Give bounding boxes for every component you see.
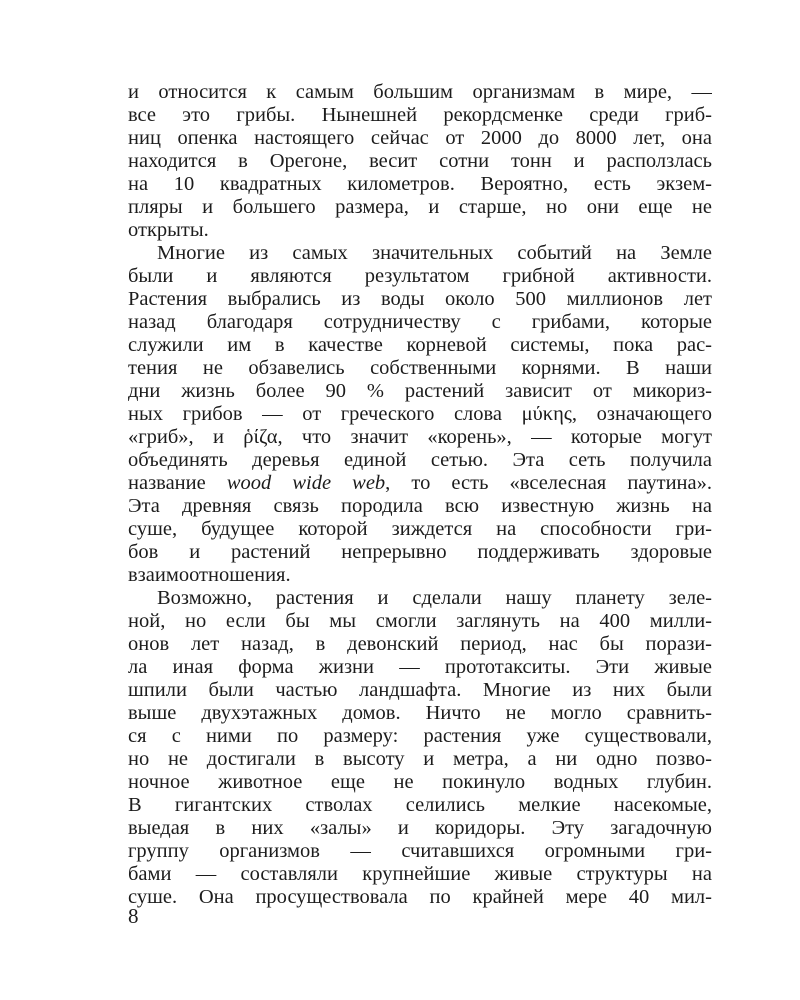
text-line: Возможно, растения и сделали нашу планету зеле- xyxy=(157,587,712,609)
text-line: Многие из самых значительных событий на Земле xyxy=(157,242,712,264)
text-line: Растения выбрались из воды около 500 миллионов лет xyxy=(128,288,712,310)
text-line: ных грибов — от греческого слова μύκης, означающего xyxy=(128,403,712,425)
text-line: выедая в них «залы» и коридоры. Эту загадочную xyxy=(128,817,712,839)
body-text xyxy=(128,81,712,909)
paragraph xyxy=(128,242,712,587)
text-line: находится в Орегоне, весит сотни тонн и расползлась xyxy=(128,150,712,172)
text-line: суше. Она просуществовала по крайней мере 40 мил- xyxy=(128,886,712,908)
text-line: ла иная форма жизни — прототакситы. Эти живые xyxy=(128,656,712,678)
text-line: ночное животное еще не покинуло водных глубин. xyxy=(128,771,712,793)
text-line: открыты. xyxy=(128,219,209,241)
text-line: объединять деревья единой сетью. Эта сеть получила xyxy=(128,449,712,471)
text-line: ной, но если бы мы смогли заглянуть на 400 милли- xyxy=(128,610,712,632)
text-line: шпили были частью ландшафта. Многие из них были xyxy=(128,679,712,701)
text-line: название wood wide web, то есть «вселесная паутина». xyxy=(128,472,712,494)
paragraph xyxy=(128,587,712,909)
text-line: бами — составляли крупнейшие живые структуры на xyxy=(128,863,712,885)
text-line: ниц опенка настоящего сейчас от 2000 до 8000 лет, она xyxy=(128,127,712,149)
text-line: выше двухэтажных домов. Ничто не могло сравнить- xyxy=(128,702,712,724)
text-line: ся с ними по размеру: растения уже существовали, xyxy=(128,725,712,747)
text-line: Эта древняя связь породила всю известную жизнь на xyxy=(128,495,712,517)
text-line: тения не обзавелись собственными корнями. В наши xyxy=(128,357,712,379)
text-line: и относится к самым большим организмам в мире, — xyxy=(128,81,712,103)
text-line: но не достигали в высоту и метра, а ни одно позво- xyxy=(128,748,712,770)
text-line: все это грибы. Нынешней рекордсменке среди гриб- xyxy=(128,104,712,126)
text-line: пляры и большего размера, и старше, но они еще не xyxy=(128,196,712,218)
text-line: бов и растений непрерывно поддерживать здоровые xyxy=(128,541,712,563)
text-line: на 10 квадратных километров. Вероятно, есть экзем- xyxy=(128,173,712,195)
text-line: были и являются результатом грибной активности. xyxy=(128,265,712,287)
text-line: В гигантских стволах селились мелкие насекомые, xyxy=(128,794,712,816)
paragraph xyxy=(128,81,712,242)
italic-term: wood wide web xyxy=(226,472,386,494)
text-line: «гриб», и ῥίζα, что значит «корень», — которые могут xyxy=(128,426,712,448)
text-line: взаимоотношения. xyxy=(128,564,291,586)
text-line: группу организмов — считавшихся огромными гри- xyxy=(128,840,712,862)
text-line: суше, будущее которой зиждется на способности гри- xyxy=(128,518,712,540)
text-line: дни жизнь более 90 % растений зависит от микориз- xyxy=(128,380,712,402)
page-number: 8 xyxy=(128,904,139,928)
text-line: онов лет назад, в девонский период, нас бы порази- xyxy=(128,633,712,655)
text-line: назад благодаря сотрудничеству с грибами, которые xyxy=(128,311,712,333)
text-line: служили им в качестве корневой системы, пока рас- xyxy=(128,334,712,356)
